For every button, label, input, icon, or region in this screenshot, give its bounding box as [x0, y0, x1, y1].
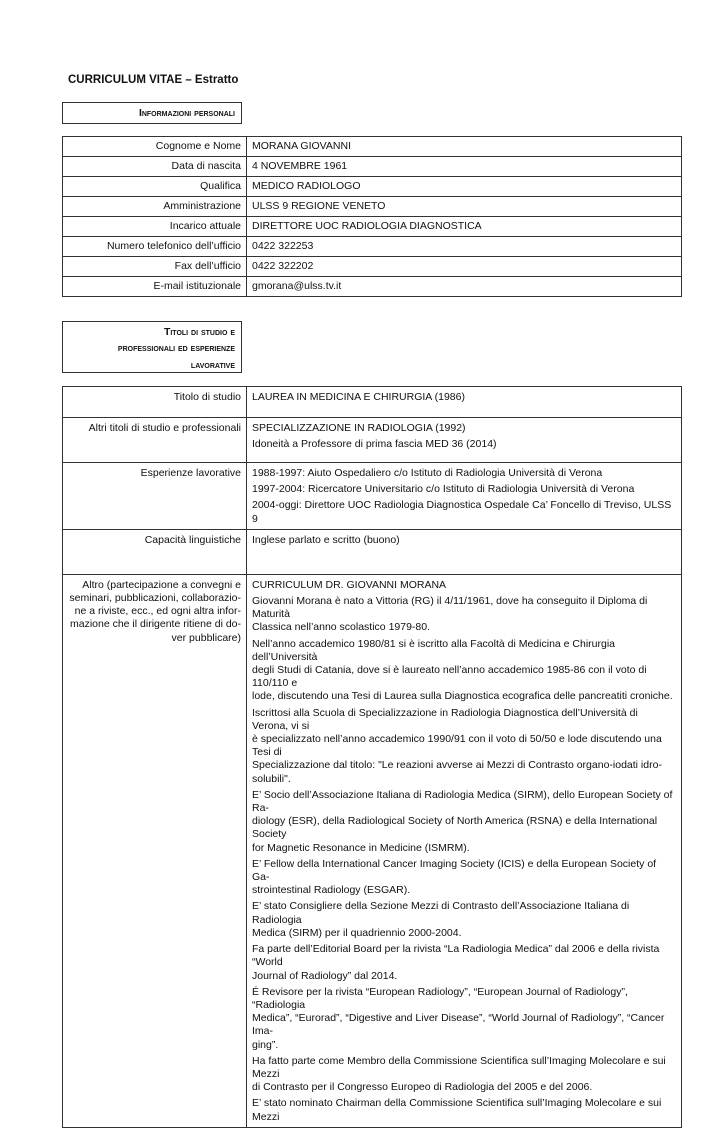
table-row-altri-titoli	[63, 418, 682, 463]
cv-paragraph	[252, 1097, 676, 1123]
cv-paragraph-line: E’ stato Consigliere della Sezione Mezzi di Contrasto dell’Associazione Italiana di Radiologia	[252, 900, 630, 926]
cv-paragraph-line: di Contrasto per il Congresso Europeo di Radiologia del 2005 e del 2006.	[252, 1081, 593, 1094]
cv-paragraph	[252, 858, 676, 898]
altro-label-line: ne a riviste, ecc., ed ogni altra infor-	[74, 605, 241, 618]
table-row	[63, 277, 682, 297]
titolo-label: Titolo di studio	[63, 387, 247, 418]
table-row-altro	[63, 574, 682, 1127]
section-education-title-line1: Titoli di studio e	[163, 326, 235, 338]
cv-paragraph	[252, 789, 676, 855]
table-row-capacita	[63, 529, 682, 574]
field-value: DIRETTORE UOC RADIOLOGIA DIAGNOSTICA	[247, 217, 682, 237]
esperienze-label: Esperienze lavorative	[63, 463, 247, 530]
field-label: Cognome e Nome	[63, 137, 247, 157]
field-label: E-mail istituzionale	[63, 277, 247, 297]
cv-paragraph-line: lode, discutendo una Tesi di Laurea sulla Diagnostica ecografica delle pancreatiti croniche.	[252, 690, 673, 703]
cv-paragraph-line: E’ Fellow della International Cancer Imaging Society (ICIS) e della European Society of Ga-	[252, 857, 657, 884]
cv-paragraph	[252, 986, 676, 1052]
table-row	[63, 237, 682, 257]
cv-paragraph-line: diology (ESR), della Radiological Society of North America (RSNA) e della International Society	[252, 815, 658, 841]
cv-paragraph	[252, 638, 676, 704]
cv-paragraph-line: Nell’anno accademico 1980/81 si è iscritto alla Facoltà di Medicina e Chirurgia dell’Università	[252, 637, 616, 663]
section-personal-info-header	[62, 102, 242, 124]
esperienze-values	[247, 463, 682, 530]
field-value: MEDICO RADIOLOGO	[247, 177, 682, 197]
section-education-header	[62, 321, 242, 373]
field-label: Fax dell’ufficio	[63, 257, 247, 277]
altri-titoli-item: Idoneità a Professore di prima fascia MED 36 (2014)	[252, 438, 497, 451]
personal-info-table	[62, 136, 682, 297]
altro-label	[63, 574, 247, 1127]
cv-paragraph-line: Journal of Radiology” dal 2014.	[252, 969, 398, 982]
table-row	[63, 197, 682, 217]
esperienza-item: 2004-oggi: Direttore UOC Radiologia Diagnostica Ospedale Ca’ Foncello di Treviso, ULSS 9	[252, 499, 672, 525]
esperienza-item: 1997-2004: Ricercatore Universitario c/o Istituto di Radiologia Università di Verona	[252, 483, 635, 496]
altri-titoli-item: SPECIALIZZAZIONE IN RADIOLOGIA (1992)	[252, 422, 466, 434]
altri-titoli-label: Altri titoli di studio e professionali	[63, 418, 247, 463]
table-row-titolo	[63, 387, 682, 418]
altro-label-line: mazione che il dirigente ritiene di do-	[69, 618, 241, 631]
section-education-title-line2: professionali ed esperienze	[117, 342, 235, 355]
field-label: Incarico attuale	[63, 217, 247, 237]
cv-paragraph-line: Classica nell’anno scolastico 1979-80.	[252, 621, 431, 634]
cv-paragraph-line: Medica”, “Eurorad”, “Digestive and Liver Disease”, “World Journal of Radiology”, “Cancer Ima-	[252, 1012, 665, 1038]
cv-paragraph-line: Iscrittosi alla Scuola di Specializzazione in Radiologia Diagnostica dell’Università di Verona, vi si	[252, 706, 638, 732]
cv-paragraph	[252, 579, 676, 592]
field-value: gmorana@ulss.tv.it	[247, 277, 682, 297]
altro-label-line: seminari, pubblicazioni, collaborazio-	[69, 592, 241, 605]
capacita-label: Capacità linguistiche	[63, 529, 247, 574]
capacita-value: Inglese parlato e scritto (buono)	[247, 529, 682, 574]
cv-paragraph-line: Fa parte dell’Editorial Board per la rivista “La Radiologia Medica” dal 2006 e della rivista “World	[252, 943, 660, 969]
table-row	[63, 137, 682, 157]
cv-paragraph-line: Specializzazione dal titolo: "Le reazioni avverse ai Mezzi di Contrasto organo-iodati idro-solubili".	[252, 759, 662, 785]
cv-paragraph-line: ging”.	[252, 1038, 279, 1051]
section-education-title-line3: lavorative	[190, 358, 235, 371]
cv-paragraph-line: É Revisore per la rivista “European Radiology”, “European Journal of Radiology”, “Radiologia	[252, 985, 628, 1011]
cv-paragraph-line: Giovanni Morana è nato a Vittoria (RG) il 4/11/1961, dove ha conseguito il Diploma di Maturità	[252, 595, 648, 621]
altri-titoli-values	[247, 418, 682, 463]
cv-paragraph-line: for Magnetic Resonance in Medicine (ISMRM).	[252, 841, 470, 854]
field-label: Qualifica	[63, 177, 247, 197]
cv-paragraph-line: E’ stato nominato Chairman della Commissione Scientifica sull’Imaging Molecolare e sui Mezzi	[252, 1097, 662, 1123]
field-label: Amministrazione	[63, 197, 247, 217]
field-value: 0422 322253	[247, 237, 682, 257]
cv-paragraph-line: degli Studi di Catania, dove si è laureato nell’anno accademico 1985-86 con il voto di 110/110 e	[252, 664, 647, 690]
table-row	[63, 177, 682, 197]
document-title: CURRICULUM VITAE – Estratto	[68, 74, 239, 86]
cv-paragraph-line: CURRICULUM DR. GIOVANNI MORANA	[252, 578, 447, 591]
field-label: Numero telefonico dell’ufficio	[63, 237, 247, 257]
cv-paragraph	[252, 595, 676, 635]
cv-paragraph-line: E’ Socio dell’Associazione Italiana di Radiologia Medica (SIRM), dello European Society of Ra-	[252, 788, 673, 815]
field-value: MORANA GIOVANNI	[247, 137, 682, 157]
field-value: 0422 322202	[247, 257, 682, 277]
education-table	[62, 386, 682, 1128]
table-row-esperienze	[63, 463, 682, 530]
table-row	[63, 257, 682, 277]
table-row	[63, 157, 682, 177]
esperienza-item: 1988-1997: Aiuto Ospedaliero c/o Istituto di Radiologia Università di Verona	[252, 467, 603, 479]
cv-paragraph-line: strointestinal Radiology (ESGAR).	[252, 884, 411, 897]
altro-content	[247, 574, 682, 1127]
field-value: ULSS 9 REGIONE VENETO	[247, 197, 682, 217]
cv-paragraph-line: è specializzato nell’anno accademico 1990/91 con il voto di 50/50 e lode discutendo una Tesi di	[252, 733, 662, 759]
section-personal-info-title: Informazioni personali	[138, 107, 235, 119]
titolo-value: LAUREA IN MEDICINA E CHIRURGIA (1986)	[247, 387, 682, 418]
cv-paragraph	[252, 707, 676, 786]
cv-paragraph-line: Medica (SIRM) per il quadriennio 2000-2004.	[252, 926, 462, 939]
cv-paragraph	[252, 1055, 676, 1095]
altro-label-line: Altro (partecipazione a convegni e	[82, 578, 241, 591]
altro-label-line: ver pubblicare)	[171, 631, 241, 644]
cv-paragraph	[252, 900, 676, 940]
cv-paragraph	[252, 943, 676, 983]
table-row	[63, 217, 682, 237]
cv-paragraph-line: Ha fatto parte come Membro della Commissione Scientifica sull’Imaging Molecolare e sui Mezzi	[252, 1054, 666, 1080]
field-label: Data di nascita	[63, 157, 247, 177]
field-value: 4 NOVEMBRE 1961	[247, 157, 682, 177]
